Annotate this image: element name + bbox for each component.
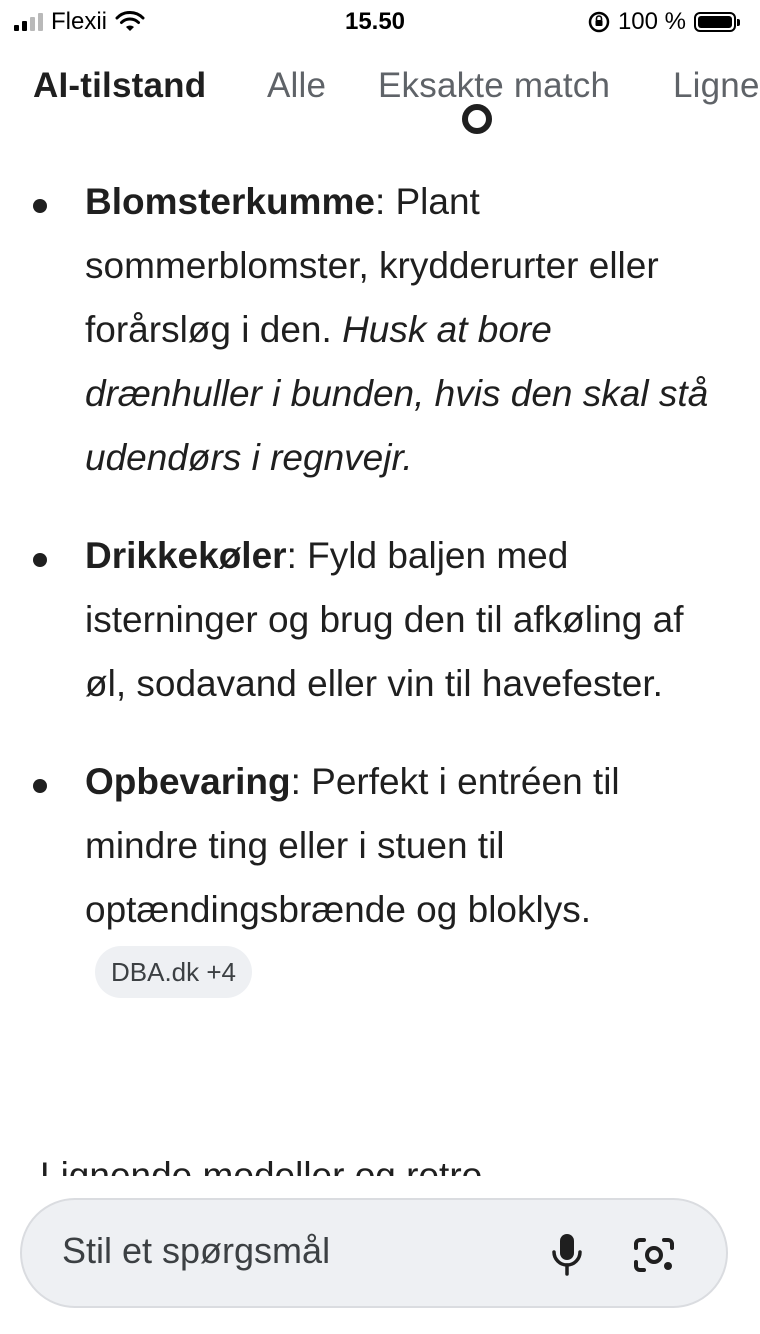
list-item-note: Husk at bore drænhuller i bunden, hvis den skal stå udendørs i regnvejr. [85, 309, 709, 478]
microphone-icon[interactable] [549, 1232, 585, 1278]
list-item-body: : Perfekt i entréen til mindre ting eller i stuen til optændingsbrænde og bloklys. [85, 761, 620, 930]
bullet-dot [33, 779, 47, 793]
ask-input[interactable] [20, 1198, 728, 1308]
status-time: 15.50 [344, 8, 406, 35]
tab-ai-mode[interactable]: AI-tilstand [33, 66, 207, 105]
list-item-title: Opbevaring [85, 761, 291, 802]
carrier-name: Flexii [51, 8, 108, 35]
list-item [0, 750, 750, 1006]
next-section-heading [40, 1158, 640, 1174]
bottom-bar [0, 1176, 750, 1334]
tab-similar[interactable]: Ligne [673, 66, 760, 105]
tab-exact-match[interactable]: Eksakte match [378, 66, 611, 105]
battery-percent: 100 % [617, 8, 686, 35]
source-chip[interactable]: DBA.dk +4 [95, 946, 252, 998]
list-item-body: : Plant sommerblomster, krydderurter eller forårsløg i den. [85, 181, 659, 350]
tab-all[interactable]: Alle [267, 66, 327, 105]
orientation-lock-icon [588, 11, 610, 33]
bullet-dot [33, 199, 47, 213]
list-item-text [85, 524, 710, 716]
status-bar [0, 0, 750, 44]
camera-lens-icon[interactable] [630, 1234, 678, 1276]
ai-answer-content [0, 170, 750, 1040]
ask-input-placeholder: Stil et spørgsmål [62, 1230, 331, 1271]
list-item-title: Drikkekøler [85, 535, 287, 576]
list-item-body: : Fyld baljen med isterninger og brug den til afkøling af øl, sodavand eller vin til havefester. [85, 535, 684, 704]
list-item [0, 170, 750, 490]
list-item [0, 524, 750, 716]
scrolled-text-fragment [462, 122, 494, 146]
list-item-title: Blomsterkumme [85, 181, 375, 222]
list-item-text [85, 750, 710, 1006]
battery-icon [694, 12, 736, 32]
status-right [588, 8, 736, 36]
search-mode-tabs [0, 58, 760, 118]
usage-list [0, 170, 750, 1006]
list-item-text [85, 170, 710, 490]
bullet-dot [33, 553, 47, 567]
